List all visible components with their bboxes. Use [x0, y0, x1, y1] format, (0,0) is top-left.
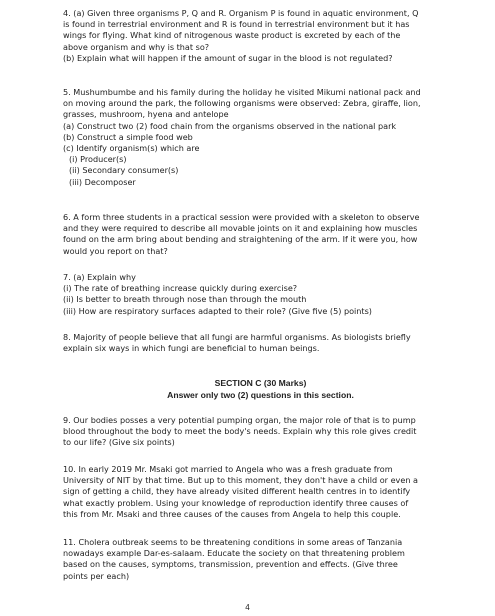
- question-5-line: (c) Identify organism(s) which are: [63, 143, 200, 154]
- question-4-line: 4. (a) Given three organisms P, Q and R. Organism P is found in aquatic environment, Q: [63, 8, 419, 18]
- question-4: [63, 8, 458, 64]
- question-10: [63, 464, 458, 520]
- section-c-title: SECTION C (30 Marks): [214, 378, 307, 388]
- question-5-subitem: (iii) Decomposer: [69, 176, 136, 187]
- question-4-line: is found in terrestrial environment and R is found in terrestrial environment but it has: [63, 19, 410, 30]
- question-6-line: and they were required to describe all movable joints on it and explaining how muscles: [63, 223, 418, 234]
- question-9-line: to our life? (Give six points): [63, 437, 175, 448]
- question-7-line: (ii) Is better to breath through nose than through the mouth: [63, 294, 307, 305]
- question-4-line: wings for flying. What kind of nitrogenous waste product is excreted by each of the: [63, 30, 401, 41]
- question-4-line: above organism and why is that so?: [63, 41, 210, 52]
- page-number: 4: [245, 603, 250, 612]
- question-7-line: (i) The rate of breathing increase quickly during exercise?: [63, 283, 298, 294]
- question-11: [63, 537, 458, 582]
- question-5-line: (a) Construct two (2) food chain from the organisms observed in the national park: [63, 120, 397, 131]
- question-5-line: on moving around the park, the following organisms were observed: Zebra, giraffe, lion,: [63, 98, 421, 109]
- question-9-line: blood throughout the body to meet the body's needs. Explain why this role gives credit: [63, 426, 417, 437]
- question-10-line: 10. In early 2019 Mr. Msaki got married to Angela who was a fresh graduate from: [63, 464, 393, 474]
- question-10-line: this from Mr. Msaki and three causes of the causes from Angela to help this couple.: [63, 508, 401, 519]
- question-5-line: (b) Construct a simple food web: [63, 131, 193, 142]
- question-10-line: University of NIT by that time. But up to this moment, they don't have a child or even a: [63, 475, 418, 486]
- question-6-line: found on the arm bring about bending and straightening of the arm. If it were you, how: [63, 234, 418, 245]
- question-5-subitem: (ii) Secondary consumer(s): [69, 165, 179, 176]
- question-9: [63, 415, 458, 449]
- question-8-line: 8. Majority of people believe that all fungi are harmful organisms. As biologists briefly: [63, 332, 411, 342]
- question-5-subitem: (i) Producer(s): [69, 154, 127, 165]
- question-7-line: 7. (a) Explain why: [63, 272, 136, 282]
- question-11-line: based on the causes, symptoms, transmission, prevention and effects. (Give three: [63, 559, 398, 570]
- question-6-line: would you report on that?: [63, 245, 168, 256]
- question-6-line: 6. A form three students in a practical session were provided with a skeleton to observe: [63, 212, 420, 222]
- question-5-line: 5. Mushumbumbe and his family during the holiday he visited Mikumi national pack and: [63, 87, 421, 97]
- question-7: [63, 272, 458, 317]
- question-11-line: nowadays example Dar-es-salaam. Educate the society on that threatening problem: [63, 548, 405, 559]
- question-8: [63, 332, 458, 354]
- question-5: [63, 87, 458, 188]
- question-5-line: grasses, mushroom, hyena and antelope: [63, 109, 229, 120]
- section-c-instruction: Answer only two (2) questions in this section.: [167, 390, 354, 400]
- question-9-line: 9. Our bodies posses a very potential pumping organ, the major role of that is to pump: [63, 415, 416, 425]
- question-11-line: 11. Cholera outbreak seems to be threatening conditions in some areas of Tanzania: [63, 537, 403, 547]
- question-6: [63, 212, 458, 257]
- question-8-line: explain six ways in which fungi are beneficial to human beings.: [63, 343, 320, 354]
- question-10-line: what exactly problem. Using your knowledge of reproduction identify three causes of: [63, 497, 409, 508]
- question-10-line: sign of getting a child, they have already visited different health centres in to identify: [63, 486, 411, 497]
- question-4-line: (b) Explain what will happen if the amount of sugar in the blood is not regulated?: [63, 52, 393, 63]
- question-7-line: (iii) How are respiratory surfaces adapted to their role? (Give five (5) points): [63, 305, 372, 316]
- question-11-line: points per each): [63, 570, 130, 581]
